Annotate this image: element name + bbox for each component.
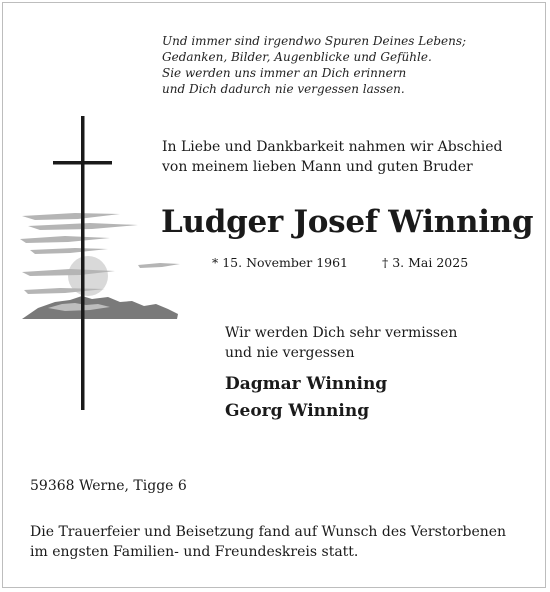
address: 59368 Werne, Tigge 6 xyxy=(30,478,187,494)
intro-text xyxy=(162,137,542,177)
notice-line: Die Trauerfeier und Beisetzung fand auf Wunsch des Verstorbenen xyxy=(30,524,507,540)
notice-line: im engsten Familien- und Freundeskreis statt. xyxy=(30,544,359,560)
death-date: † 3. Mai 2025 xyxy=(382,255,469,270)
poem-line: und Dich dadurch nie vergessen lassen. xyxy=(162,82,405,96)
funeral-notice xyxy=(30,522,540,562)
cross-landscape-illustration xyxy=(20,116,185,416)
deceased-name: Ludger Josef Winning xyxy=(161,204,534,240)
mourner-name: Georg Winning xyxy=(225,401,370,421)
intro-line: von meinem lieben Mann und guten Bruder xyxy=(162,159,473,175)
poem-line: Und immer sind irgendwo Spuren Deines Lebens; xyxy=(162,34,467,48)
birth-date: * 15. November 1961 xyxy=(212,255,349,270)
cross-beam xyxy=(53,161,112,165)
intro-line: In Liebe und Dankbarkeit nahmen wir Abschied xyxy=(162,139,503,155)
poem-line: Sie werden uns immer an Dich erinnern xyxy=(162,66,407,80)
closing-line: und nie vergessen xyxy=(225,345,355,361)
mourner-name: Dagmar Winning xyxy=(225,374,388,394)
closing-line: Wir werden Dich sehr vermissen xyxy=(225,325,458,341)
poem xyxy=(162,33,522,97)
cross-icon xyxy=(81,116,85,410)
closing-text xyxy=(225,323,525,363)
poem-line: Gedanken, Bilder, Augenblicke und Gefühle. xyxy=(162,50,432,64)
